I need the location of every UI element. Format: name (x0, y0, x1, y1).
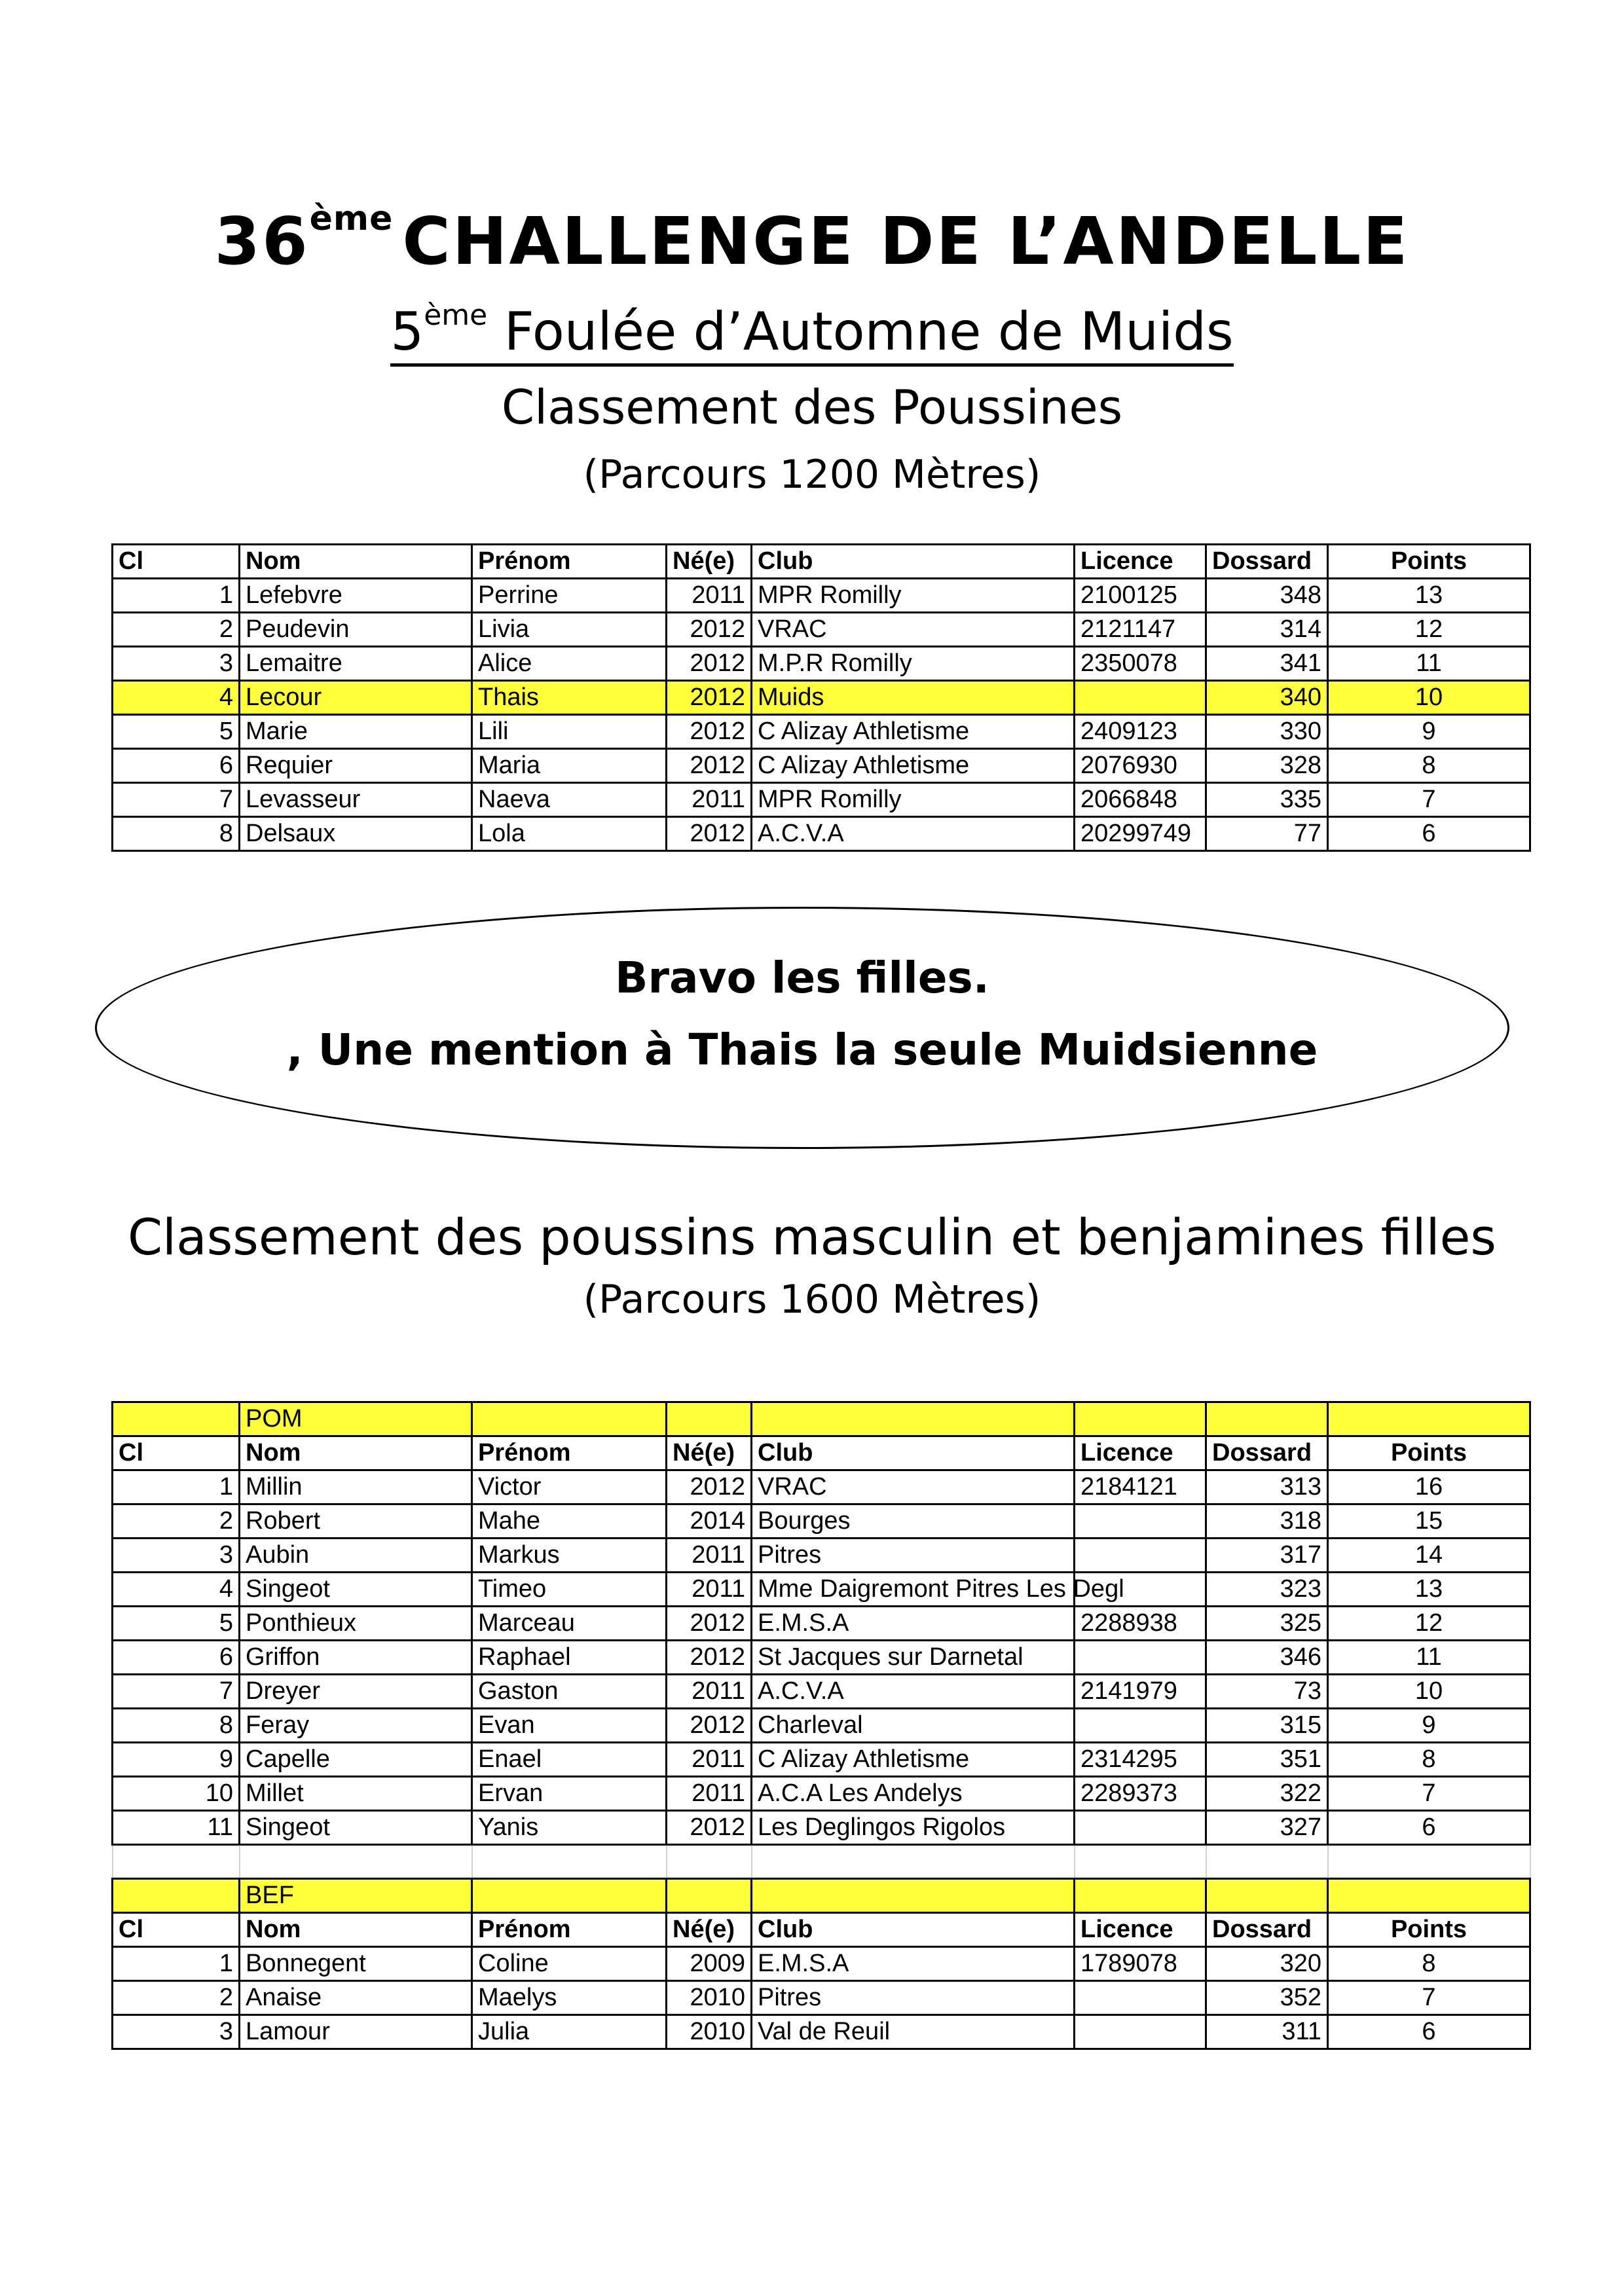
cell-club: M.P.R Romilly (752, 647, 1075, 681)
cell-nom: Capelle (240, 1743, 472, 1777)
cell-year: 2010 (667, 1981, 752, 2015)
cell-club: Muids (752, 681, 1075, 715)
cell-dossard: 327 (1206, 1811, 1328, 1845)
table-row (113, 613, 1530, 647)
spacer-year (667, 1845, 752, 1879)
table-header-row (113, 1436, 1530, 1470)
cell-points: 8 (1328, 1947, 1530, 1981)
section2-title: Classement des poussins masculin et benjamines filles (127, 1208, 1497, 1266)
cell-points: 13 (1328, 1573, 1530, 1607)
cell-rank: 8 (113, 1709, 240, 1743)
main-title (0, 199, 1624, 280)
cell-prenom: Gaston (472, 1675, 667, 1709)
group-row-empty-cell (472, 1402, 667, 1436)
cell-year: 2012 (667, 1641, 752, 1675)
group-row-empty-cell (1328, 1402, 1530, 1436)
header-year: Né(e) (667, 1436, 752, 1470)
cell-points: 12 (1328, 613, 1530, 647)
cell-year: 2011 (667, 1675, 752, 1709)
cell-licence: 1789078 (1075, 1947, 1206, 1981)
table-row (113, 1709, 1530, 1743)
cell-rank: 6 (113, 749, 240, 783)
cell-nom: Singeot (240, 1811, 472, 1845)
table-row (113, 1675, 1530, 1709)
cell-prenom: Yanis (472, 1811, 667, 1845)
cell-year: 2011 (667, 1573, 752, 1607)
cell-club: VRAC (752, 1470, 1075, 1504)
cell-club: A.C.V.A (752, 817, 1075, 851)
cell-licence: 2289373 (1075, 1777, 1206, 1811)
group-label: POM (240, 1402, 472, 1436)
cell-dossard: 352 (1206, 1981, 1328, 2015)
table-row (113, 1573, 1530, 1607)
cell-points: 11 (1328, 647, 1530, 681)
cell-nom: Lefebvre (240, 579, 472, 613)
cell-prenom: Perrine (472, 579, 667, 613)
cell-prenom: Ervan (472, 1777, 667, 1811)
cell-nom: Millin (240, 1470, 472, 1504)
group-row-empty-cell (1206, 1879, 1328, 1913)
table-row (113, 647, 1530, 681)
header-nom: Nom (240, 1436, 472, 1470)
cell-dossard: 335 (1206, 783, 1328, 817)
cell-rank: 3 (113, 2015, 240, 2049)
cell-points: 7 (1328, 1981, 1530, 2015)
cell-club: MPR Romilly (752, 783, 1075, 817)
cell-rank: 11 (113, 1811, 240, 1845)
cell-dossard: 314 (1206, 613, 1328, 647)
cell-nom: Peudevin (240, 613, 472, 647)
spacer-licence (1075, 1845, 1206, 1879)
edition-suffix: ème (309, 199, 394, 238)
cell-licence: 2314295 (1075, 1743, 1206, 1777)
cell-club: E.M.S.A (752, 1947, 1075, 1981)
cell-prenom: Lola (472, 817, 667, 851)
cell-nom: Robert (240, 1504, 472, 1539)
cell-nom: Bonnegent (240, 1947, 472, 1981)
header-dossard: Dossard (1206, 545, 1328, 579)
cell-points: 10 (1328, 1675, 1530, 1709)
table-header-row (113, 1913, 1530, 1947)
group-row-empty-cell (667, 1879, 752, 1913)
cell-nom: Dreyer (240, 1675, 472, 1709)
cell-club: Val de Reuil (752, 2015, 1075, 2049)
cell-licence (1075, 1981, 1206, 2015)
cell-prenom: Enael (472, 1743, 667, 1777)
cell-rank: 5 (113, 715, 240, 749)
group-row-empty-cell (1328, 1879, 1530, 1913)
cell-licence: 2066848 (1075, 783, 1206, 817)
cell-dossard: 323 (1206, 1573, 1328, 1607)
cell-rank: 7 (113, 1675, 240, 1709)
cell-club: E.M.S.A (752, 1607, 1075, 1641)
cell-year: 2011 (667, 1539, 752, 1573)
cell-points: 10 (1328, 681, 1530, 715)
cell-dossard: 348 (1206, 579, 1328, 613)
cell-prenom: Lili (472, 715, 667, 749)
cell-dossard: 313 (1206, 1470, 1328, 1504)
cell-points: 6 (1328, 2015, 1530, 2049)
cell-club: Charleval (752, 1709, 1075, 1743)
spacer-rank (113, 1845, 240, 1879)
cell-licence (1075, 1709, 1206, 1743)
cell-dossard: 311 (1206, 2015, 1328, 2049)
cell-points: 6 (1328, 1811, 1530, 1845)
cell-licence: 2350078 (1075, 647, 1206, 681)
cell-prenom: Livia (472, 613, 667, 647)
header-points: Points (1328, 1436, 1530, 1470)
cell-rank: 3 (113, 1539, 240, 1573)
table-row (113, 1777, 1530, 1811)
header-year: Né(e) (667, 545, 752, 579)
cell-licence (1075, 681, 1206, 715)
cell-prenom: Coline (472, 1947, 667, 1981)
cell-prenom: Julia (472, 2015, 667, 2049)
pom-bef-results-table (111, 1401, 1531, 2050)
cell-nom: Lemaitre (240, 647, 472, 681)
cell-year: 2012 (667, 1811, 752, 1845)
cell-club: A.C.V.A (752, 1675, 1075, 1709)
header-points: Points (1328, 545, 1530, 579)
header-dossard: Dossard (1206, 1436, 1328, 1470)
cell-points: 9 (1328, 1709, 1530, 1743)
cell-dossard: 346 (1206, 1641, 1328, 1675)
cell-points: 14 (1328, 1539, 1530, 1573)
cell-rank: 6 (113, 1641, 240, 1675)
cell-licence (1075, 1539, 1206, 1573)
table-row (113, 681, 1530, 715)
cell-prenom: Thais (472, 681, 667, 715)
header-rank: Cl (113, 1436, 240, 1470)
table-row (113, 1539, 1530, 1573)
cell-dossard: 320 (1206, 1947, 1328, 1981)
cell-nom: Millet (240, 1777, 472, 1811)
table-row (113, 579, 1530, 613)
cell-dossard: 325 (1206, 1607, 1328, 1641)
cell-points: 7 (1328, 783, 1530, 817)
mention-line-2: , Une mention à Thais la seule Muidsienne (286, 1025, 1318, 1075)
cell-nom: Singeot (240, 1573, 472, 1607)
cell-licence (1075, 1504, 1206, 1539)
cell-points: 8 (1328, 1743, 1530, 1777)
group-row-empty-cell (752, 1879, 1075, 1913)
cell-year: 2012 (667, 1470, 752, 1504)
cell-points: 12 (1328, 1607, 1530, 1641)
cell-rank: 2 (113, 613, 240, 647)
race-title (0, 301, 1624, 362)
cell-year: 2012 (667, 1709, 752, 1743)
cell-points: 16 (1328, 1470, 1530, 1504)
table-row (113, 817, 1530, 851)
poussines-results-table (111, 543, 1531, 852)
table-row (113, 1641, 1530, 1675)
cell-nom: Griffon (240, 1641, 472, 1675)
table-row (113, 1470, 1530, 1504)
cell-year: 2009 (667, 1947, 752, 1981)
header-licence: Licence (1075, 1913, 1206, 1947)
table-row (113, 1607, 1530, 1641)
cell-dossard: 340 (1206, 681, 1328, 715)
header-prenom: Prénom (472, 1436, 667, 1470)
table-row (113, 783, 1530, 817)
cell-dossard: 351 (1206, 1743, 1328, 1777)
header-prenom: Prénom (472, 545, 667, 579)
cell-prenom: Markus (472, 1539, 667, 1573)
cell-year: 2011 (667, 1777, 752, 1811)
cell-year: 2014 (667, 1504, 752, 1539)
header-club: Club (752, 1436, 1075, 1470)
cell-licence: 2288938 (1075, 1607, 1206, 1641)
cell-rank: 5 (113, 1607, 240, 1641)
cell-rank: 1 (113, 579, 240, 613)
cell-rank: 4 (113, 681, 240, 715)
cell-licence: 2184121 (1075, 1470, 1206, 1504)
cell-rank: 4 (113, 1573, 240, 1607)
cell-club: C Alizay Athletisme (752, 1743, 1075, 1777)
cell-club: Pitres (752, 1981, 1075, 2015)
cell-rank: 10 (113, 1777, 240, 1811)
cell-year: 2012 (667, 715, 752, 749)
cell-rank: 2 (113, 1504, 240, 1539)
table-row (113, 715, 1530, 749)
cell-club: St Jacques sur Darnetal (752, 1641, 1075, 1675)
cell-year: 2012 (667, 1607, 752, 1641)
section2-course: (Parcours 1600 Mètres) (583, 1277, 1041, 1322)
cell-year: 2012 (667, 647, 752, 681)
cell-licence (1075, 2015, 1206, 2049)
cell-licence: 2141979 (1075, 1675, 1206, 1709)
group-row-empty-cell (667, 1402, 752, 1436)
group-row-empty-cell (1075, 1402, 1206, 1436)
header-points: Points (1328, 1913, 1530, 1947)
cell-rank: 9 (113, 1743, 240, 1777)
spacer-row (113, 1845, 1530, 1879)
cell-year: 2012 (667, 613, 752, 647)
cell-prenom: Timeo (472, 1573, 667, 1607)
cell-prenom: Marceau (472, 1607, 667, 1641)
cell-points: 11 (1328, 1641, 1530, 1675)
category-title: Classement des Poussines (501, 380, 1123, 435)
cell-club: Les Deglingos Rigolos (752, 1811, 1075, 1845)
cell-prenom: Maelys (472, 1981, 667, 2015)
cell-nom: Feray (240, 1709, 472, 1743)
cell-prenom: Evan (472, 1709, 667, 1743)
header-dossard: Dossard (1206, 1913, 1328, 1947)
cell-nom: Ponthieux (240, 1607, 472, 1641)
race-name: Foulée d’Automne de Muids (504, 301, 1234, 362)
cell-rank: 8 (113, 817, 240, 851)
header-club: Club (752, 545, 1075, 579)
cell-prenom: Maria (472, 749, 667, 783)
cell-nom: Aubin (240, 1539, 472, 1573)
spacer-club (752, 1845, 1075, 1879)
cell-year: 2012 (667, 817, 752, 851)
cell-points: 15 (1328, 1504, 1530, 1539)
race-number: 5 (390, 301, 424, 362)
header-rank: Cl (113, 545, 240, 579)
spacer-dossard (1206, 1845, 1328, 1879)
header-licence: Licence (1075, 545, 1206, 579)
cell-points: 9 (1328, 715, 1530, 749)
cell-dossard: 315 (1206, 1709, 1328, 1743)
cell-year: 2012 (667, 749, 752, 783)
table-row (113, 749, 1530, 783)
cell-club: VRAC (752, 613, 1075, 647)
cell-nom: Marie (240, 715, 472, 749)
cell-licence: 2076930 (1075, 749, 1206, 783)
challenge-name: CHALLENGE DE L’ANDELLE (402, 203, 1410, 280)
cell-club: Mme Daigremont Pitres Les Degl (752, 1573, 1075, 1607)
cell-rank: 2 (113, 1981, 240, 2015)
group-row-empty-cell (472, 1879, 667, 1913)
cell-licence: 2121147 (1075, 613, 1206, 647)
cell-licence (1075, 1641, 1206, 1675)
cell-club: C Alizay Athletisme (752, 749, 1075, 783)
cell-dossard: 317 (1206, 1539, 1328, 1573)
header-club: Club (752, 1913, 1075, 1947)
cell-prenom: Raphael (472, 1641, 667, 1675)
cell-club: C Alizay Athletisme (752, 715, 1075, 749)
cell-nom: Delsaux (240, 817, 472, 851)
cell-rank: 7 (113, 783, 240, 817)
cell-points: 13 (1328, 579, 1530, 613)
spacer-prenom (472, 1845, 667, 1879)
table-header-row (113, 545, 1530, 579)
cell-dossard: 341 (1206, 647, 1328, 681)
group-label: BEF (240, 1879, 472, 1913)
cell-dossard: 330 (1206, 715, 1328, 749)
header-prenom: Prénom (472, 1913, 667, 1947)
cell-rank: 1 (113, 1947, 240, 1981)
cell-nom: Lamour (240, 2015, 472, 2049)
group-row-empty-cell (113, 1402, 240, 1436)
header-rank: Cl (113, 1913, 240, 1947)
cell-club: MPR Romilly (752, 579, 1075, 613)
cell-points: 7 (1328, 1777, 1530, 1811)
cell-dossard: 328 (1206, 749, 1328, 783)
cell-dossard: 77 (1206, 817, 1328, 851)
spacer-points (1328, 1845, 1530, 1879)
cell-year: 2011 (667, 1743, 752, 1777)
group-row-empty-cell (1206, 1402, 1328, 1436)
mention-line-1: Bravo les filles. (615, 953, 989, 1003)
cell-club: Pitres (752, 1539, 1075, 1573)
cell-points: 8 (1328, 749, 1530, 783)
cell-prenom: Victor (472, 1470, 667, 1504)
table-row (113, 1981, 1530, 2015)
bef-group-row (113, 1879, 1530, 1913)
group-row-empty-cell (752, 1402, 1075, 1436)
cell-year: 2010 (667, 2015, 752, 2049)
cell-year: 2011 (667, 783, 752, 817)
table-row (113, 2015, 1530, 2049)
cell-dossard: 73 (1206, 1675, 1328, 1709)
header-year: Né(e) (667, 1913, 752, 1947)
cell-prenom: Naeva (472, 783, 667, 817)
edition-number: 36 (214, 203, 310, 280)
cell-rank: 3 (113, 647, 240, 681)
spacer-nom (240, 1845, 472, 1879)
cell-club: Bourges (752, 1504, 1075, 1539)
group-row-empty-cell (1075, 1879, 1206, 1913)
cell-nom: Levasseur (240, 783, 472, 817)
cell-licence: 2409123 (1075, 715, 1206, 749)
cell-nom: Anaise (240, 1981, 472, 2015)
cell-prenom: Alice (472, 647, 667, 681)
cell-rank: 1 (113, 1470, 240, 1504)
cell-club: A.C.A Les Andelys (752, 1777, 1075, 1811)
cell-points: 6 (1328, 817, 1530, 851)
cell-dossard: 318 (1206, 1504, 1328, 1539)
race-suffix: ème (424, 299, 488, 332)
table-row (113, 1743, 1530, 1777)
cell-prenom: Mahe (472, 1504, 667, 1539)
pom-group-row (113, 1402, 1530, 1436)
header-licence: Licence (1075, 1436, 1206, 1470)
table-row (113, 1947, 1530, 1981)
table-row (113, 1504, 1530, 1539)
cell-nom: Lecour (240, 681, 472, 715)
cell-licence: 2100125 (1075, 579, 1206, 613)
cell-dossard: 322 (1206, 1777, 1328, 1811)
cell-nom: Requier (240, 749, 472, 783)
cell-licence (1075, 1811, 1206, 1845)
cell-year: 2011 (667, 579, 752, 613)
group-row-empty-cell (113, 1879, 240, 1913)
course-subtitle: (Parcours 1200 Mètres) (583, 452, 1041, 498)
cell-year: 2012 (667, 681, 752, 715)
header-nom: Nom (240, 545, 472, 579)
table-row (113, 1811, 1530, 1845)
header-nom: Nom (240, 1913, 472, 1947)
cell-licence: 20299749 (1075, 817, 1206, 851)
